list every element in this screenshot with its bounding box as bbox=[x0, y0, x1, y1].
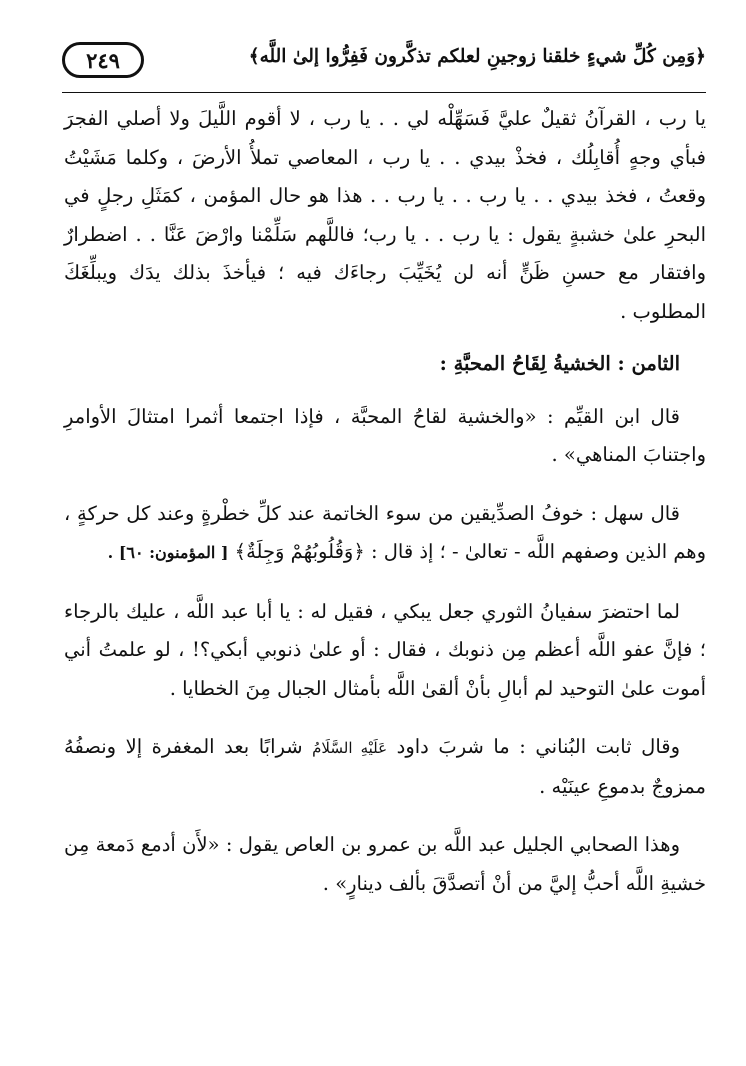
paragraph-abdullah-ibn-amr: وهذا الصحابي الجليل عبد اللَّه بن عمرو بن العاص يقول : «لأَن أدمع دَمعة مِن خشيةِ اللَّه أحبُّ إليَّ من أنْ أتصدَّقَ بألف دينارٍ» . bbox=[64, 833, 706, 895]
section-heading-eighth: الثامن : الخشيةُ لِقَاحُ المحبَّةِ : bbox=[439, 352, 680, 375]
paragraph-thabit bbox=[64, 728, 706, 806]
paragraph-ibn-qayyim: قال ابن القيِّم : «والخشية لقاحُ المحبَّة ، فإذا اجتمعا أثمرا امتثالَ الأوامرِ واجتنابَ المناهي» . bbox=[64, 404, 706, 466]
sahl-text: قال سهل : خوفُ الصدِّيقين من سوء الخاتمة عند كلِّ خطْرةٍ وعند كل حركةٍ ، وهم الذين وصفهم اللَّه - تعالىٰ - ؛ إذ قال : ﴿وَقُلُوبُهُمْ وَجِلَةٌ﴾ bbox=[64, 501, 706, 563]
honorific-symbol: عَلَيْهِ السَّلَامُ bbox=[312, 739, 388, 757]
paragraph-gap bbox=[64, 384, 706, 398]
paragraph-gap bbox=[64, 475, 706, 495]
thabit-text-start: وقال ثابت البُناني : ما شربَ داود bbox=[396, 735, 681, 758]
paragraph-supplication: يا رب ، القرآنُ ثقيلٌ عليَّ فَسَهِّلْه لي . . يا رب ، لا أقوم اللَّيلَ ولا أصلي الفجرَ فبأي وجهٍ أُقابِلُك ، فخذْ بيدي . . يا رب ، المعاصي تملأُ الأرضَ ، وكلما مَشَيْتُ وقعتُ ، فخذ بيدي . . يا رب . . يا رب . . هذا هو حال المؤمن ، كمَثَلِ رجلٍ في البحرِ علىٰ خشبةٍ يقول : يا رب . . يا رب؛ فاللَّهم سَلِّمْنا وارْضَ عَنَّا . . اضطرارٌ وافتقار مع حسنِ ظَنٍّ أنه لن يُخَيِّبَ رجاءَك فيه ؛ فيأخذَ بذلك يدَك ويبلِّغَكَ المطلوب . bbox=[64, 107, 706, 323]
paragraph-sufyan: لما احتضرَ سفيانُ الثوري جعل يبكي ، فقيل له : يا أبا عبد اللَّه ، عليك بالرجاء ؛ فإنَّ عفو اللَّه أعظم مِن ذنوبك ، فقال : أو علىٰ ذنوبي أبكي؟! ، لو علمتُ أني أموت علىٰ التوحيد لم أبالِ بأنْ ألقىٰ اللَّه بأمثال الجبال مِنَ الخطايا . bbox=[64, 599, 706, 700]
page-header bbox=[62, 40, 706, 84]
paragraph-sahl bbox=[64, 495, 706, 573]
running-title: ﴿وَمِن كُلِّ شيءٍ خلقنا زوجينِ لعلكم تذكَّرون فَفِرُّوا إلىٰ اللَّه﴾ bbox=[248, 46, 706, 67]
page-number-badge: ٢٤٩ bbox=[62, 42, 144, 78]
thabit-text-end: شرابًا بعد المغفرة إلا ونصفُهُ ممزوجٌ بدموعِ عينَيْه . bbox=[64, 735, 706, 798]
header-divider bbox=[62, 92, 706, 93]
paragraph-gap bbox=[64, 806, 706, 826]
quran-reference: [ المؤمنون: ٦٠] . bbox=[107, 543, 229, 562]
paragraph-gap bbox=[64, 331, 706, 345]
paragraph-gap bbox=[64, 573, 706, 593]
paragraph-gap bbox=[64, 708, 706, 728]
body-text bbox=[64, 100, 706, 903]
